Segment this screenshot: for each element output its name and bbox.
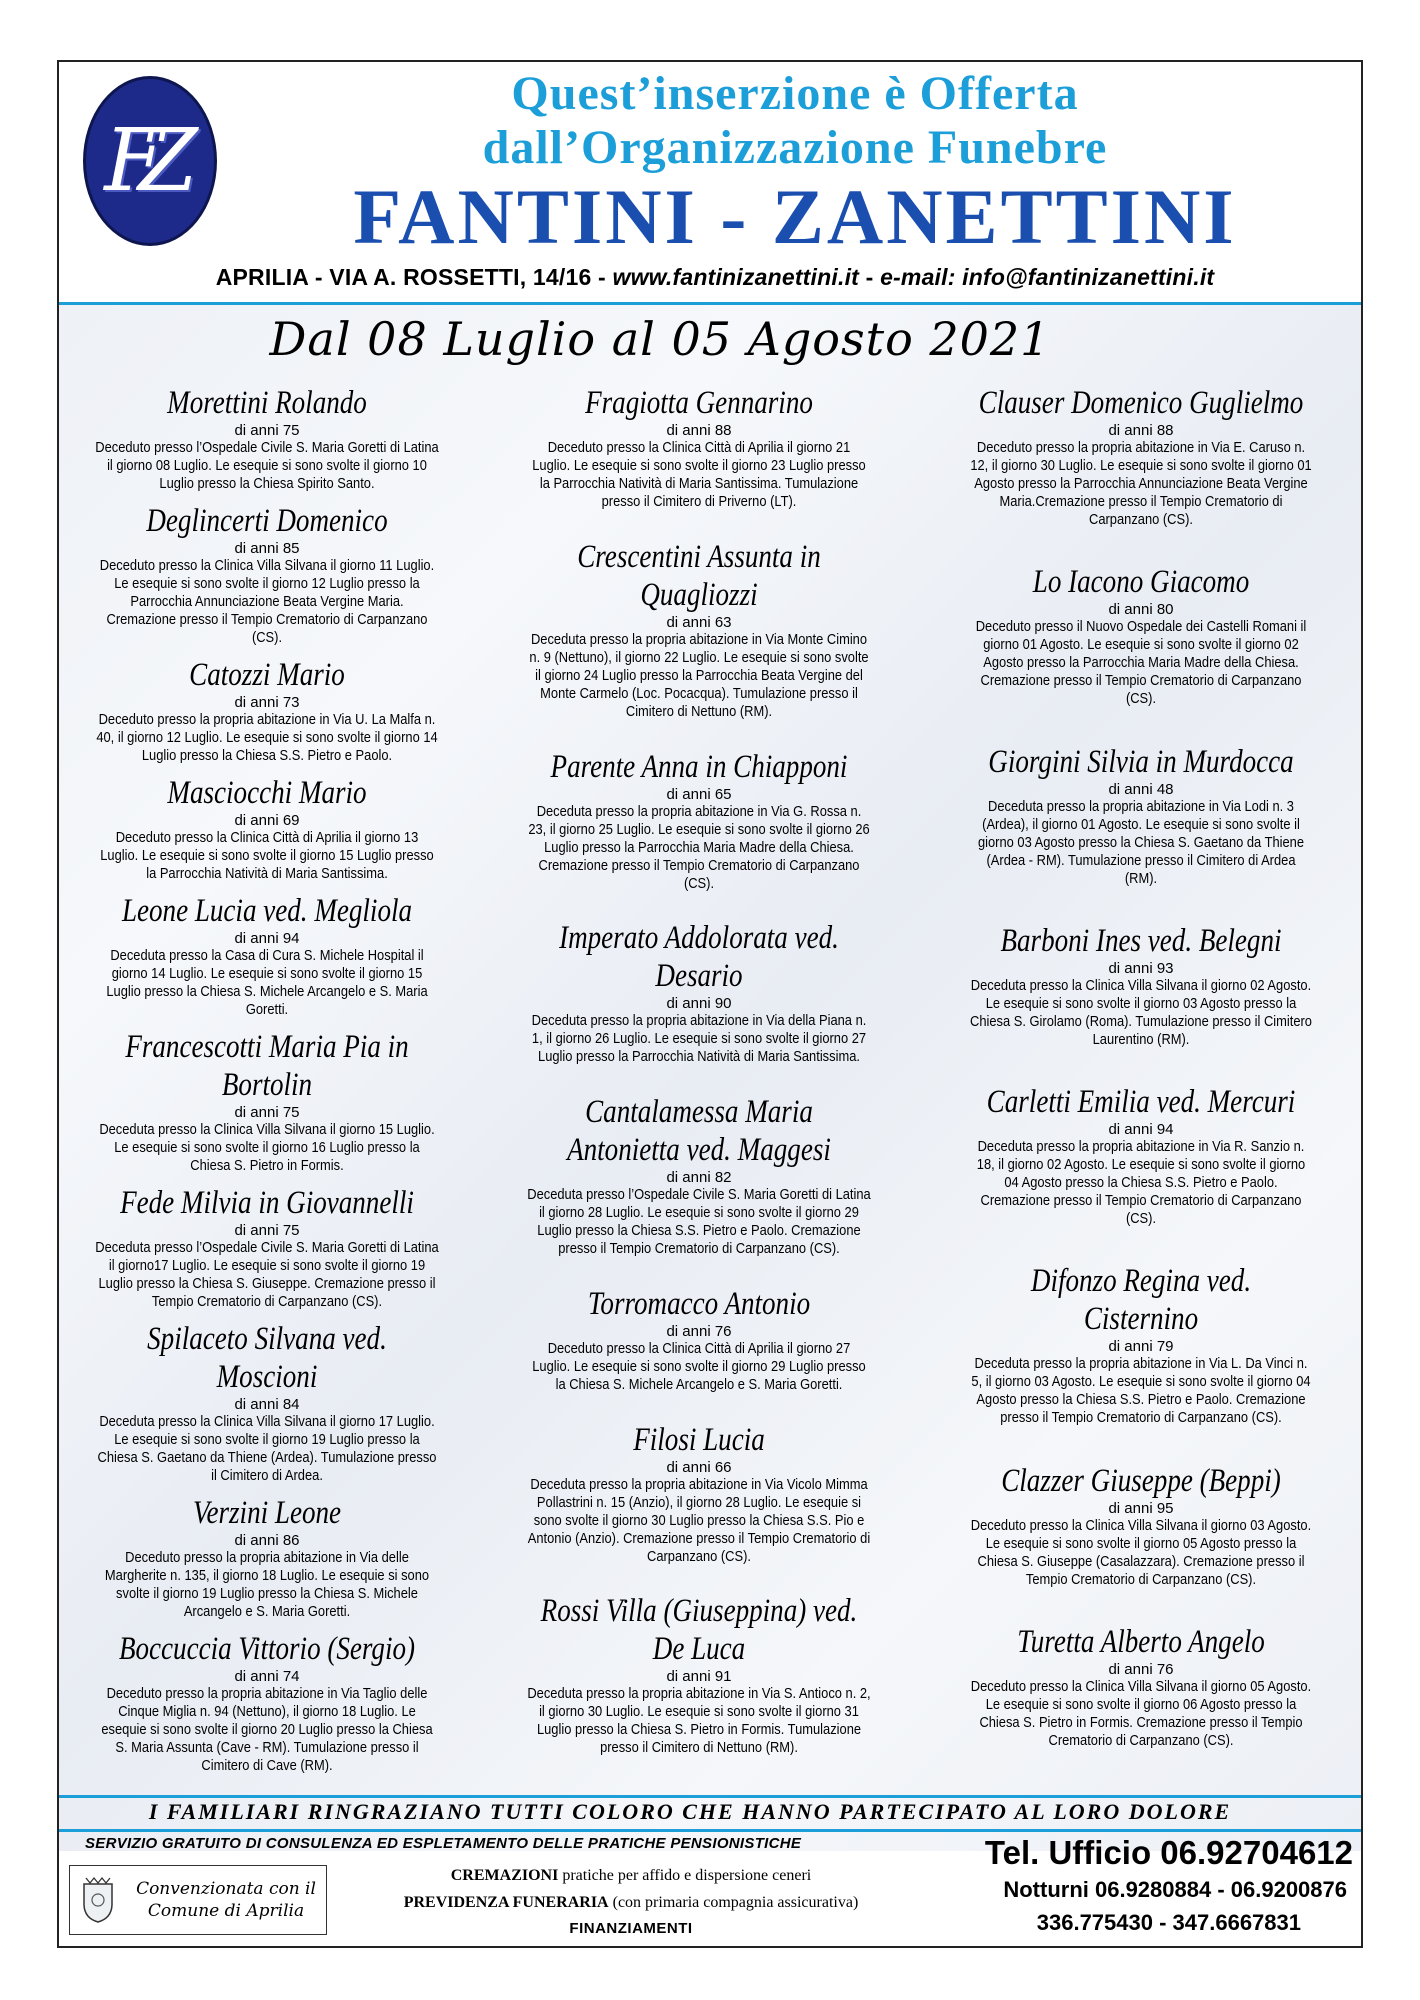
funeral-details: Deceduto presso la propria abitazione in Via delle Margherite n. 135, il giorno 18 Luglio. Le esequie si sono svolte il giorno 19 Luglio presso la Chiesa S. Michele Arcangelo e S. Maria Goretti.: [104, 1549, 430, 1620]
obituary-entry: [67, 656, 467, 765]
deceased-name: Verzini Leone: [192, 1495, 342, 1531]
deceased-name: Fede Milvia in Giovannelli: [120, 1185, 414, 1221]
column-2: [499, 384, 899, 1784]
deceased-name: Lo Iacono Giacomo: [1032, 564, 1250, 601]
email-link[interactable]: e-mail: info@fantinizanettini.it: [880, 264, 1215, 290]
obituary-entry: [499, 1093, 899, 1258]
funeral-details: Deceduto presso la Clinica Città di Aprilia il giorno 27 Luglio. Le esequie si sono svolte il giorno 29 Luglio presso la Chiesa S. Michele Arcangelo e S. Maria Goretti.: [532, 1339, 866, 1393]
separator-1: -: [591, 264, 613, 290]
deceased-name: Giorgini Silvia in Murdocca: [988, 743, 1294, 780]
deceased-name: Turetta Alberto Angelo: [1017, 1623, 1265, 1660]
deceased-age: di anni 82: [666, 1169, 732, 1186]
cremazioni-line: CREMAZIONI pratiche per affido e dispersione ceneri: [450, 1867, 812, 1884]
deceased-age: di anni 85: [234, 540, 300, 557]
header-line-1: Quest’inserzione è Offerta: [511, 67, 1079, 120]
deceased-age: di anni 65: [666, 785, 732, 803]
deceased-age: di anni 66: [666, 1458, 732, 1476]
convenzionata-text: Convenzionata con il Comune di Aprilia: [136, 1879, 316, 1921]
deceased-name: Spilaceto Silvana ved. Moscioni: [147, 1321, 387, 1395]
obituary-entry: [67, 1630, 467, 1775]
header-line-2: dall’Organizzazione Funebre: [482, 121, 1108, 174]
funeral-details: Deceduta presso la Casa di Cura S. Michele Hospital il giorno 14 Luglio. Le esequie si sono svolte il giorno 15 Luglio presso la Chiesa S. Michele Arcangelo e S. Maria Goretti.: [106, 947, 428, 1018]
deceased-name: Clazzer Giuseppe (Beppi): [1001, 1462, 1281, 1499]
obituary-entry: [941, 743, 1341, 888]
obituary-entry: [941, 384, 1341, 529]
deceased-age: di anni 69: [234, 812, 300, 829]
deceased-age: di anni 75: [234, 422, 300, 439]
funeral-details: Deceduto presso il Nuovo Ospedale dei Castelli Romani il giorno 01 Agosto. Le esequie si sono svolte il giorno 02 Agosto presso la Parrocchia Maria Madre della Chiesa. Cremazione presso il Tempio Crematorio di Carpanzano (CS).: [975, 618, 1307, 708]
funeral-details: Deceduta presso la Clinica Villa Silvana il giorno 15 Luglio. Le esequie si sono svolte il giorno 16 Luglio presso la Chiesa S. Pietro in Formis.: [99, 1121, 435, 1174]
deceased-name: Torromacco Antonio: [587, 1285, 811, 1322]
funeral-details: Deceduto presso la propria abitazione in Via E. Caruso n. 12, il giorno 30 Luglio. Le esequie si sono svolte il giorno 01 Agosto presso la Parrocchia Annunciazione Beata Vergine Maria.Cremazione presso il Tempio Crematorio di Carpanzano (CS).: [970, 439, 1312, 528]
column-1: [67, 384, 467, 1784]
services-list: [341, 1862, 921, 1916]
header-divider: [59, 302, 1361, 305]
service-note: SERVIZIO GRATUITO DI CONSULENZA ED ESPLETAMENTO DELLE PRATICHE PENSIONISTICHE: [85, 1835, 802, 1852]
funeral-details: Deceduta presso la propria abitazione in Via G. Rossa n. 23, il giorno 25 Luglio. Le esequie si sono svolte il giorno 26 Luglio presso la Parrocchia Maria Madre della Chiesa. Cremazione presso il Tempio Crematorio di Carpanzano (CS).: [528, 802, 870, 892]
deceased-name: Cantalamessa Maria Antonietta ved. Maggesi: [567, 1094, 831, 1168]
deceased-name: Boccuccia Vittorio (Sergio): [118, 1631, 416, 1667]
deceased-name: Morettini Rolando: [167, 385, 367, 421]
funeral-details: Deceduto presso l’Ospedale Civile S. Maria Goretti di Latina il giorno 08 Luglio. Le esequie si sono svolte il giorno 10 Luglio presso la Chiesa Spirito Santo.: [95, 439, 439, 492]
deceased-name: Fragiotta Gennarino: [585, 385, 813, 421]
deceased-age: di anni 74: [234, 1668, 300, 1685]
obituary-entry: [67, 1184, 467, 1311]
deceased-name: Deglincerti Domenico: [146, 503, 388, 539]
obituary-entry: [499, 1592, 899, 1757]
convenzionata-box: [69, 1865, 327, 1935]
obituary-entry: [67, 892, 467, 1019]
obituary-entry: [499, 538, 899, 721]
deceased-age: di anni 63: [666, 613, 732, 631]
funeral-notice-page: [57, 60, 1363, 1948]
address-line: [79, 264, 1351, 291]
funeral-details: Deceduto presso la propria abitazione in Via Taglio delle Cinque Miglia n. 94 (Nettuno), il giorno 18 Luglio. Le esequie si sono svolte il giorno 20 Luglio presso la Chiesa S. Maria Assunta (Cave - RM). Tumulazione presso il Cimitero di Cave (RM).: [101, 1685, 433, 1774]
separator-2: -: [859, 264, 881, 290]
funeral-details: Deceduta presso la propria abitazione in Via S. Antioco n. 2, il giorno 30 Luglio. Le esequie si sono svolte il giorno 31 Luglio presso la Chiesa S. Pietro in Formis. Tumulazione presso il Cimitero di Nettuno (RM).: [527, 1685, 871, 1757]
deceased-age: di anni 75: [234, 1222, 300, 1239]
funeral-details: Deceduto presso la Clinica Villa Silvana il giorno 11 Luglio. Le esequie si sono svolte il giorno 12 Luglio presso la Parrocchia Annunciazione Beata Vergine Maria. Cremazione presso il Tempio Crematorio di Carpanzano (CS).: [99, 557, 435, 646]
funeral-details: Deceduto presso la propria abitazione in Via U. La Malfa n. 40, il giorno 12 Luglio. Le esequie si sono svolte il giorno 14 Luglio presso la Chiesa S.S. Pietro e Paolo.: [96, 711, 438, 764]
deceased-name: Imperato Addolorata ved. Desario: [559, 920, 839, 995]
deceased-age: di anni 93: [1108, 959, 1174, 977]
funeral-details: Deceduto presso la Clinica Città di Aprilia il giorno 13 Luglio. Le esequie si sono svolte il giorno 15 Luglio presso la Parrocchia Natività di Maria Santissima.: [100, 829, 434, 882]
obituary-entry: [67, 1494, 467, 1621]
funeral-details: Deceduta presso l’Ospedale Civile S. Maria Goretti di Latina il giorno17 Luglio. Le esequie si sono svolte il giorno 19 Luglio presso la Chiesa S. Giuseppe. Cremazione presso il Tempio Crematorio di Carpanzano (CS).: [95, 1239, 439, 1310]
funeral-details: Deceduta presso la Clinica Villa Silvana il giorno 02 Agosto. Le esequie si sono svolte il giorno 03 Agosto presso la Chiesa S. Girolamo (Roma). Tumulazione presso il Cimitero Laurentino (RM).: [970, 976, 1312, 1048]
deceased-name: Carletti Emilia ved. Mercuri: [986, 1084, 1296, 1120]
deceased-name: Catozzi Mario: [189, 657, 345, 693]
deceased-age: di anni 48: [1108, 780, 1174, 798]
deceased-age: di anni 88: [1108, 422, 1174, 439]
deceased-age: di anni 84: [234, 1396, 300, 1413]
obituary-entry: [941, 922, 1341, 1049]
finanziamenti-line: FINANZIAMENTI: [569, 1920, 693, 1937]
obituary-entry: [499, 919, 899, 1066]
funeral-details: Deceduto presso la Clinica Villa Silvana il giorno 05 Agosto. Le esequie si sono svolte il giorno 06 Agosto presso la Chiesa S. Pietro in Formis. Cremazione presso il Tempio Crematorio di Carpanzano (CS).: [970, 1677, 1312, 1749]
obituary-entry: [499, 1421, 899, 1566]
funeral-details: Deceduta presso la Clinica Villa Silvana il giorno 17 Luglio. Le esequie si sono svolte il giorno 19 Luglio presso la Chiesa S. Gaetano da Thiene (Ardea). Tumulazione presso il Cimitero di Ardea.: [97, 1413, 437, 1484]
mobile-phones[interactable]: 336.775430 - 347.6667831: [1036, 1910, 1301, 1935]
office-phone[interactable]: Tel. Ufficio 06.92704612: [984, 1834, 1353, 1871]
deceased-age: di anni 94: [234, 930, 300, 947]
website-link[interactable]: www.fantinizanettini.it: [612, 264, 860, 290]
deceased-name: Clauser Domenico Guglielmo: [978, 385, 1304, 421]
obituary-entry: [67, 1028, 467, 1175]
footer-divider-bottom: [59, 1829, 1361, 1832]
column-3: [941, 384, 1341, 1784]
deceased-age: di anni 76: [666, 1322, 732, 1340]
address: APRILIA - VIA A. ROSSETTI, 14/16: [215, 264, 592, 290]
obituary-entry: [67, 774, 467, 883]
company-name: FANTINI - ZANETTINI: [353, 173, 1237, 260]
deceased-age: di anni 91: [666, 1668, 732, 1686]
deceased-name: Francescotti Maria Pia in Bortolin: [125, 1029, 409, 1103]
deceased-age: di anni 95: [1108, 1499, 1174, 1517]
deceased-name: Masciocchi Mario: [167, 775, 367, 811]
deceased-name: Barboni Ines ved. Belegni: [1000, 922, 1282, 959]
obituary-entry: [67, 384, 467, 493]
funeral-details: Deceduta presso l’Ospedale Civile S. Maria Goretti di Latina il giorno 28 Luglio. Le esequie si sono svolte il giorno 29 Luglio presso la Chiesa S.S. Pietro e Paolo. Cremazione presso il Tempio Crematorio di Carpanzano (CS).: [527, 1186, 871, 1257]
deceased-age: di anni 94: [1108, 1121, 1174, 1138]
funeral-details: Deceduto presso la Clinica Città di Aprilia il giorno 21 Luglio. Le esequie si sono svolte il giorno 23 Luglio presso la Parrocchia Natività di Maria Santissima. Tumulazione presso il Cimitero di Priverno (LT).: [532, 439, 866, 510]
funeral-details: Deceduta presso la propria abitazione in Via R. Sanzio n. 18, il giorno 02 Agosto. Le esequie si sono svolte il giorno 04 Agosto presso la Chiesa S.S. Pietro e Paolo. Cremazione presso il Tempio Crematorio di Carpanzano (CS).: [976, 1138, 1306, 1227]
obituary-entry: [499, 1285, 899, 1394]
obituary-entry: [499, 748, 899, 893]
funeral-details: Deceduta presso la propria abitazione in Via Lodi n. 3 (Ardea), il giorno 01 Agosto. Le esequie si sono svolte il giorno 03 Agosto presso la Chiesa S. Gaetano da Thiene (Ardea - RM). Tumulazione presso il Cimitero di Ardea (RM).: [977, 797, 1305, 887]
obituary-entry: [941, 1623, 1341, 1750]
logo-letters: FZ: [104, 111, 172, 211]
deceased-name: Parente Anna in Chiapponi: [550, 748, 848, 785]
obituary-entry: [499, 384, 899, 511]
deceased-age: di anni 80: [1108, 601, 1174, 619]
deceased-age: di anni 90: [666, 995, 732, 1013]
funeral-details: Deceduta presso la propria abitazione in Via L. Da Vinci n. 5, il giorno 03 Agosto. Le esequie si sono svolte il giorno 04 Agosto presso la Chiesa S.S. Pietro e Paolo. Cremazione presso il Tempio Crematorio di Carpanzano (CS).: [971, 1355, 1311, 1427]
obituary-entry: [941, 1083, 1341, 1228]
deceased-age: di anni 73: [234, 694, 300, 711]
deceased-name: Rossi Villa (Giuseppina) ved. De Luca: [540, 1593, 858, 1668]
funeral-details: Deceduta presso la propria abitazione in Via della Piana n. 1, il giorno 26 Luglio. Le esequie si sono svolte il giorno 27 Luglio presso la Parrocchia Natività di Maria Santissima.: [531, 1012, 867, 1066]
thanks-message: I FAMILIARI RINGRAZIANO TUTTI COLORO CHE HANNO PARTECIPATO AL LORO DOLORE: [148, 1799, 1232, 1824]
fz-logo: [83, 76, 217, 246]
obituary-entry: [941, 1262, 1341, 1427]
footer-divider-top: [59, 1795, 1361, 1798]
deceased-age: di anni 79: [1108, 1338, 1174, 1356]
obituary-entry: [67, 1320, 467, 1485]
obituary-entry: [941, 1462, 1341, 1589]
funeral-details: Deceduta presso la propria abitazione in Via Vicolo Mimma Pollastrini n. 15 (Anzio), il giorno 28 Luglio. Le esequie si sono svolte il giorno 30 Luglio presso la Chiesa S.S. Pio e Antonio (Anzio). Cremazione presso il Tempio Crematorio di Carpanzano (CS).: [527, 1475, 871, 1565]
comune-crest-icon: [76, 1873, 120, 1927]
funeral-details: Deceduta presso la propria abitazione in Via Monte Cimino n. 9 (Nettuno), il giorno 22 Luglio. Le esequie si sono svolte il giorno 24 Luglio presso la Parrocchia Beata Vergine del Monte Carmelo (Loc. Pocacqua). Tumulazione presso il Cimitero di Nettuno (RM).: [529, 630, 869, 720]
previdenza-line: PREVIDENZA FUNERARIA (con primaria compagnia assicurativa): [403, 1894, 859, 1911]
obituary-entry: [941, 563, 1341, 708]
deceased-age: di anni 86: [234, 1532, 300, 1549]
deceased-age: di anni 75: [234, 1104, 300, 1121]
night-phones[interactable]: Notturni 06.9280884 - 06.9200876: [1003, 1877, 1347, 1902]
funeral-details: Deceduto presso la Clinica Villa Silvana il giorno 03 Agosto. Le esequie si sono svolte il giorno 05 Agosto presso la Chiesa S. Giuseppe (Casalazzara). Cremazione presso il Tempio Crematorio di Carpanzano (CS).: [970, 1516, 1312, 1588]
deceased-name: Crescentini Assunta in Quagliozzi: [577, 538, 821, 613]
deceased-age: di anni 88: [666, 422, 732, 439]
deceased-name: Leone Lucia ved. Megliola: [121, 893, 413, 929]
period-title: Dal 08 Luglio al 05 Agosto 2021: [269, 312, 1051, 366]
deceased-name: Difonzo Regina ved. Cisternino: [1030, 1263, 1252, 1338]
obituary-entry: [67, 502, 467, 647]
deceased-name: Filosi Lucia: [633, 1421, 765, 1458]
deceased-age: di anni 76: [1108, 1660, 1174, 1678]
